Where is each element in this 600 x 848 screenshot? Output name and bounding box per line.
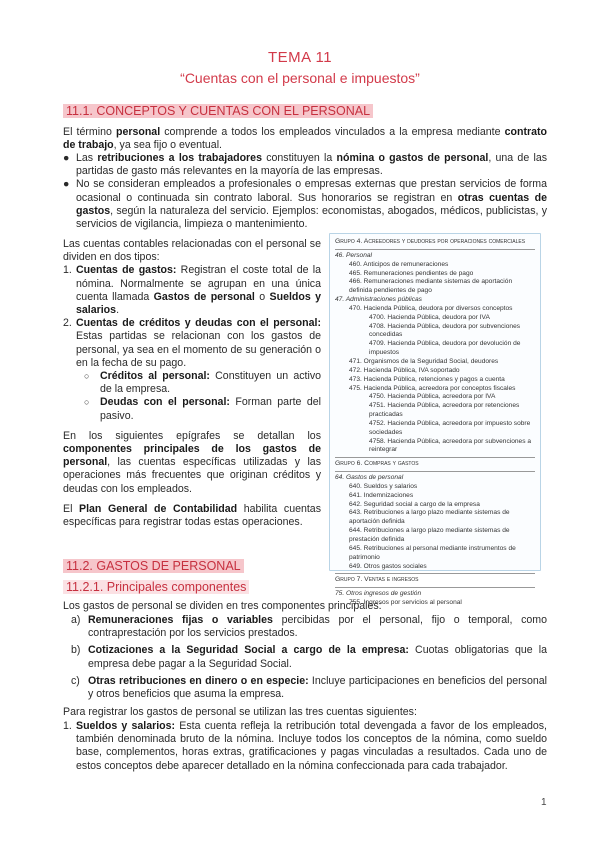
components-intro: Los gastos de personal se dividen en tres componentes principales: (63, 600, 382, 612)
section-heading-11-1: 11.1. CONCEPTOS Y CUENTAS CON EL PERSONAL (63, 104, 373, 118)
group-6-heading: Grupo 6. Compras y gastos (335, 460, 419, 468)
bullet-list (63, 152, 547, 231)
divider (335, 471, 535, 472)
account-types-intro: Las cuentas contables relacionadas con el personal se dividen en dos tipos: (63, 238, 321, 264)
list-item: 1. Cuentas de gastos: Registran el coste total de la nómina. Normalmente se agrupan en una única cuenta llamada Gastos de personal o Sueldos y salarios. (63, 264, 322, 317)
list-item: ● No se consideran empleados a profesionales o empresas externas que prestan servicios de forma ocasional o continuada sin contrato laboral. Sus honorarios se registran en otras cuentas de gastos, según la naturaleza del servicio. Ejemplos: economistas, abogados, médicos, publicistas, y servicios de vigilancia, limpieza o mantenimiento. (63, 178, 547, 231)
divider (335, 457, 535, 458)
sub-list-item: ○ Deudas con el personal: Forman parte del pasivo. (84, 396, 321, 422)
list-item: b) Cotizaciones a la Seguridad Social a cargo de la empresa: Cuotas obligatorias que la empresa debe pagar a la Seguridad Social. (71, 644, 547, 670)
divider (335, 249, 535, 250)
circle-bullet-icon: ○ (84, 397, 90, 408)
register-intro: Para registrar los gastos de personal se utilizan las tres cuentas siguientes: (63, 706, 417, 718)
circle-bullet-icon: ○ (84, 371, 90, 382)
page-number: 1 (541, 797, 547, 808)
list-item: 1. Sueldos y salarios: Esta cuenta refleja la retribución total devengada a favor de los empleados, también denominada bruto de la nómina. Incluye todos los conceptos de la nómina, como sueldo base, complementos, horas extras, gratificaciones y pagas vinculadas a resultados. Cada uno de estos conceptos debe aparecer detallado en la nómina confeccionada para cada trabajador. (63, 720, 547, 772)
epigraphs-paragraph: En los siguientes epígrafes se detallan los componentes principales de los gastos de personal, las cuentas específicas utilizadas y las operaciones más frecuentes que originan créditos y deudas con los empleados. (63, 429, 321, 495)
accounts-table-image: Grupo 4. Acreedores y deudores por operaciones comerciales 46. Personal 460. Anticipos de remuneraciones 465. Remuneraciones pendientes de pago 466. Remuneraciones mediante sistemas de aportación definida pendientes de pago 47. Administraciones públicas 470. Hacienda Pública, deudora por diversos conceptos 4700. Hacienda Pública, deudora por IVA 4708. Hacienda Pública, deudora por subvenciones concedidas 4709. Hacienda Pública, deudora por devolución de impuestos 471. Organismos de la Seguridad Social, deudores 472. Hacienda Pública, IVA soportado 473. Hacienda Pública, retenciones y pagos a cuenta 475. Hacienda Pública, acreedora por conceptos fiscales 4750. Hacienda Pública, acreedora por IVA 4751. Hacienda Pública, acreedora por retenciones practicadas 4752. Hacienda Pública, acreedora por impuesto sobre sociedades 4758. Hacienda Pública, acreedora por subvenciones a reintegrar Grupo 6. Compras y gastos 64. Gastos de personal 640. Sueldos y salarios 641. Indemnizaciones 642. Seguridad social a cargo de la empresa 643. Retribuciones a largo plazo mediante sistemas de aportación definida 644. Retribuciones a largo plazo mediante sistemas de prestación definida 645. Retribuciones al personal mediante instrumentos de patrimonio 649. Otros gastos sociales Grupo 7. Ventas e ingresos 75. Otros ingresos de gestión 755. Ingresos por servicios al personal (329, 233, 541, 571)
subsection-heading-11-2-1: 11.2.1. Principales componentes (63, 580, 249, 594)
list-item: c) Otras retribuciones en dinero o en especie: Incluye participaciones en beneficios del personal y otros beneficios que asuma la empresa. (71, 674, 547, 701)
tema-title: TEMA 11 (267, 49, 333, 66)
list-item: ● Las retribuciones a los trabajadores constituyen la nómina o gastos de personal, una de las partidas de gasto más relevantes en la mayoría de las empresas. (63, 152, 548, 178)
tema-subtitle: “Cuentas con el personal e impuestos” (180, 70, 420, 86)
pgc-paragraph: El Plan General de Contabilidad habilita cuentas específicas para registrar todas estas operaciones. (63, 502, 321, 529)
list-item: 2. Cuentas de créditos y deudas con el personal: Estas partidas se relacionan con los gastos de personal, ya sea en el momento de su generación o en la fecha de su pago. ○ Créditos al personal: Constituyen un activo de la empresa. ○ Deudas con el personal: Forman parte del pasivo. (63, 317, 322, 422)
intro-paragraph: El término personal comprende a todos los empleados vinculados a la empresa mediante contrato de trabajo, ya sea fijo o eventual. (63, 126, 547, 152)
section-heading-11-2: 11.2. GASTOS DE PERSONAL (63, 559, 244, 573)
accounts-list (63, 720, 547, 773)
group-7-heading: Grupo 7. Ventas e ingresos (335, 576, 419, 584)
list-item: a) Remuneraciones fijas o variables percibidas por el personal, fijo o temporal, como contraprestación por los servicios prestados. (71, 614, 547, 640)
components-list (71, 614, 547, 701)
sub-list-item: ○ Créditos al personal: Constituyen un activo de la empresa. (84, 370, 322, 396)
divider (335, 587, 535, 588)
divider (335, 573, 535, 574)
left-column (63, 238, 321, 529)
bullet-icon: ● (63, 178, 70, 191)
group-4-heading: Grupo 4. Acreedores y deudores por operaciones comerciales (335, 238, 526, 245)
bullet-icon: ● (63, 152, 70, 164)
